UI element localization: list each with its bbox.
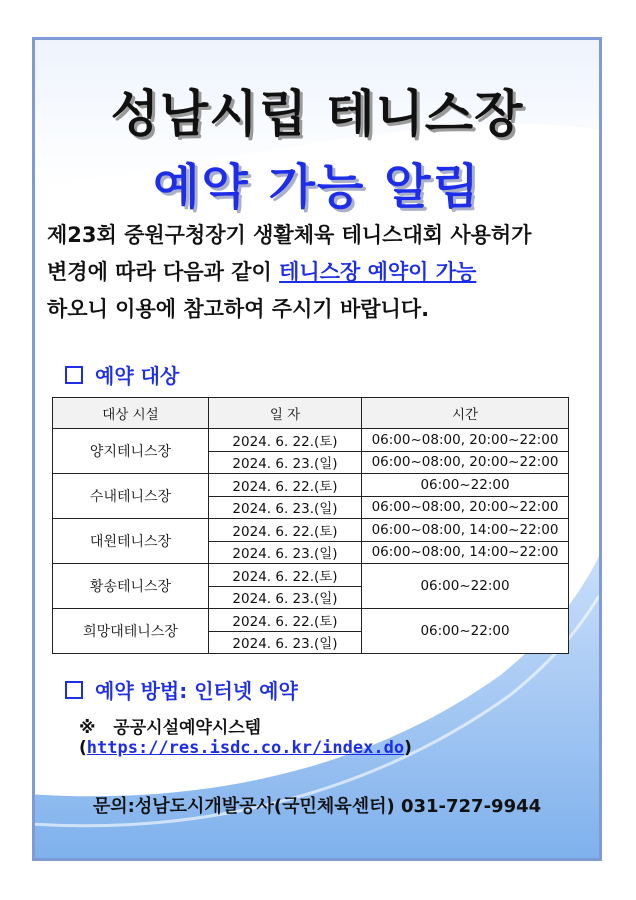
paren-open: ( bbox=[79, 738, 87, 758]
poster-title-main: 성남시립 테니스장 bbox=[110, 85, 524, 143]
poster-title-sub: 예약 가능 알림 bbox=[153, 159, 481, 215]
date-cell: 2024. 6. 23.(일) bbox=[209, 451, 362, 474]
section-reservation-target bbox=[65, 360, 179, 389]
time-cell: 06:00~08:00, 20:00~22:00 bbox=[362, 429, 569, 452]
date-cell: 2024. 6. 23.(일) bbox=[209, 586, 362, 609]
table-row bbox=[53, 519, 569, 542]
table-header-row bbox=[53, 398, 569, 429]
facility-name: 희망대테니스장 bbox=[53, 609, 209, 654]
table-row bbox=[53, 564, 569, 587]
poster-frame bbox=[32, 37, 602, 861]
intro-line-3: 하오니 이용에 참고하여 주시기 바랍니다. bbox=[47, 297, 430, 321]
reservation-link[interactable]: https://res.isdc.co.kr/index.do bbox=[86, 738, 405, 758]
facility-name: 황송테니스장 bbox=[53, 564, 209, 609]
time-cell-merged: 06:00~22:00 bbox=[362, 609, 569, 654]
facility-name: 대원테니스장 bbox=[53, 519, 209, 564]
time-cell: 06:00~08:00, 20:00~22:00 bbox=[362, 451, 569, 474]
date-cell: 2024. 6. 23.(일) bbox=[209, 496, 362, 519]
header-date: 일 자 bbox=[209, 398, 362, 429]
header-time: 시간 bbox=[362, 398, 569, 429]
facility-name: 수내테니스장 bbox=[53, 474, 209, 519]
intro-line-2-prefix: 변경에 따라 다음과 같이 bbox=[47, 260, 280, 284]
checkbox-square-icon bbox=[65, 366, 83, 384]
schedule-table bbox=[52, 397, 569, 654]
date-cell: 2024. 6. 23.(일) bbox=[209, 631, 362, 654]
system-name: 공공시설예약시스템 bbox=[113, 718, 262, 738]
date-cell: 2024. 6. 22.(토) bbox=[209, 609, 362, 632]
intro-line-1: 제23회 중원구청장기 생활체육 테니스대회 사용허가 bbox=[47, 223, 532, 247]
facility-name: 양지테니스장 bbox=[53, 429, 209, 474]
section-target-label: 예약 대상 bbox=[95, 364, 180, 388]
table-row bbox=[53, 609, 569, 632]
date-cell: 2024. 6. 22.(토) bbox=[209, 519, 362, 542]
paren-close: ) bbox=[404, 738, 412, 758]
time-cell: 06:00~08:00, 14:00~22:00 bbox=[362, 519, 569, 542]
section-reservation-method bbox=[65, 675, 298, 704]
table-row bbox=[53, 474, 569, 497]
time-cell: 06:00~08:00, 14:00~22:00 bbox=[362, 541, 569, 564]
table-row bbox=[53, 429, 569, 452]
header-facility: 대상 시설 bbox=[53, 398, 209, 429]
section-method-label: 예약 방법: 인터넷 예약 bbox=[95, 679, 298, 703]
checkbox-square-icon bbox=[65, 681, 83, 699]
contact-info: 문의:성남도시개발공사(국민체육센터) 031-727-9944 bbox=[92, 796, 542, 817]
method-item bbox=[79, 713, 599, 758]
intro-line-2 bbox=[47, 254, 599, 291]
time-cell-merged: 06:00~22:00 bbox=[362, 564, 569, 609]
intro-paragraph bbox=[47, 217, 599, 328]
date-cell: 2024. 6. 22.(토) bbox=[209, 564, 362, 587]
reference-mark: ※ bbox=[79, 718, 96, 738]
date-cell: 2024. 6. 22.(토) bbox=[209, 429, 362, 452]
time-cell: 06:00~22:00 bbox=[362, 474, 569, 497]
time-cell: 06:00~08:00, 20:00~22:00 bbox=[362, 496, 569, 519]
date-cell: 2024. 6. 22.(토) bbox=[209, 474, 362, 497]
intro-highlight: 테니스장 예약이 가능 bbox=[279, 260, 477, 284]
date-cell: 2024. 6. 23.(일) bbox=[209, 541, 362, 564]
